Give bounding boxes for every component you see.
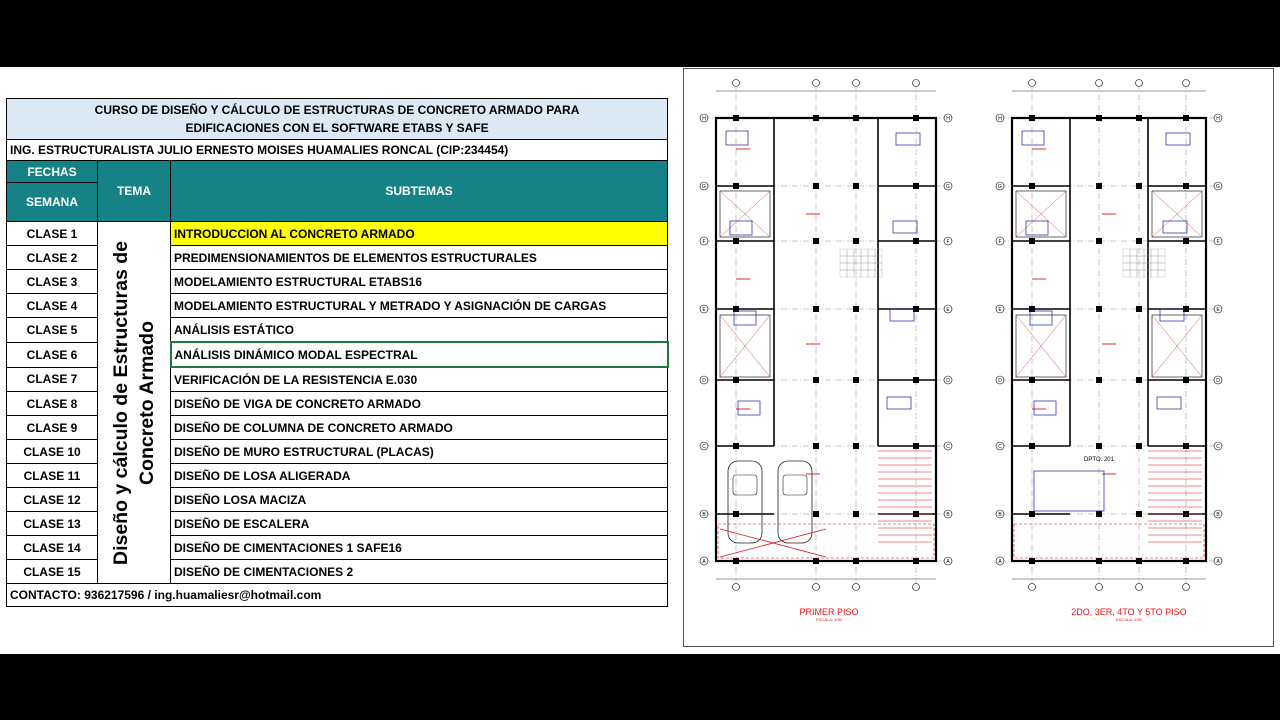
upper-floor-furniture <box>1030 311 1052 325</box>
upper-floor-grid-bubble <box>1029 80 1036 87</box>
tema-text: Diseño y cálculo de Estructuras de Concreto Armado <box>109 240 158 565</box>
class-label: CLASE 6 <box>7 342 98 367</box>
floor-plans-panel <box>683 68 1274 647</box>
upper-floor-grid-bubble <box>1029 584 1036 591</box>
upper-floor-column <box>1136 558 1142 564</box>
upper-floor-grid-letter: H <box>998 116 1002 122</box>
first-floor-column <box>913 115 919 121</box>
first-floor-furniture <box>896 133 920 145</box>
first-floor-column <box>913 443 919 449</box>
upper-floor-furniture <box>1022 131 1044 145</box>
course-title-line1: CURSO DE DISEÑO Y CÁLCULO DE ESTRUCTURAS DE CONCRETO ARMADO PARA <box>94 103 580 117</box>
upper-floor-grid-letter: C <box>1216 444 1220 450</box>
first-floor-column <box>853 183 859 189</box>
first-floor-grid-letter: F <box>702 239 706 245</box>
upper-floor-furniture <box>1166 133 1190 145</box>
upper-floor-grid-letter: D <box>998 378 1002 384</box>
upper-floor-grid-bubble <box>1136 80 1143 87</box>
first-floor-column <box>853 511 859 517</box>
upper-floor-floor-tile <box>1137 249 1144 256</box>
contact-info: CONTACTO: 936217596 / ing.huamaliesr@hotmail.com <box>7 584 668 607</box>
upper-floors-caption: 2DO, 3ER, 4TO Y 5TO PISO <box>1071 607 1187 617</box>
upper-floor-grid-letter: C <box>998 444 1002 450</box>
first-floor-floor-tile <box>868 263 875 270</box>
first-floor-floor-tile <box>854 249 861 256</box>
upper-floor-column <box>1183 183 1189 189</box>
upper-floor-furniture <box>1163 221 1187 233</box>
first-floor-column <box>813 377 819 383</box>
upper-floor-floor-tile <box>1137 263 1144 270</box>
first-floor-column <box>813 558 819 564</box>
upper-floor-column <box>1136 183 1142 189</box>
first-floor-column <box>733 443 739 449</box>
first-floor-floor-tile <box>868 270 875 277</box>
first-floor-column <box>733 558 739 564</box>
upper-floor-column <box>1183 238 1189 244</box>
upper-floor-column <box>1183 115 1189 121</box>
course-title <box>7 99 668 140</box>
subtopic-cell[interactable]: PREDIMENSIONAMIENTOS DE ELEMENTOS ESTRUCTURALES <box>171 246 668 270</box>
upper-floor-column <box>1136 377 1142 383</box>
upper-floor-column <box>1096 238 1102 244</box>
first-floor-grid-letter: C <box>946 444 950 450</box>
car-outline <box>778 461 812 543</box>
upper-floor-grid-letter: B <box>1216 512 1220 518</box>
upper-floor-floor-tile <box>1151 256 1158 263</box>
first-floor-column <box>853 238 859 244</box>
subtopic-cell[interactable]: DISEÑO DE MURO ESTRUCTURAL (PLACAS) <box>171 440 668 464</box>
class-row <box>7 222 668 246</box>
upper-floor-floor-tile <box>1123 256 1130 263</box>
upper-floor-floor-tile <box>1158 256 1165 263</box>
first-floor-floor-tile <box>847 263 854 270</box>
header-tema: TEMA <box>98 161 171 222</box>
first-floor-scale: ESCALA: 1/50 <box>816 617 842 622</box>
subtopic-cell[interactable]: DISEÑO DE CIMENTACIONES 2 <box>171 560 668 584</box>
upper-floor-grid-bubble <box>1096 80 1103 87</box>
upper-floor-column <box>1096 443 1102 449</box>
first-floor-floor-tile <box>861 270 868 277</box>
first-floor-outer-wall <box>716 118 936 561</box>
car-windshield <box>733 475 757 495</box>
first-floor-floor-tile <box>840 270 847 277</box>
first-floor-column <box>853 377 859 383</box>
upper-floor-grid-letter: B <box>998 512 1002 518</box>
first-floor-floor-tile <box>847 249 854 256</box>
upper-floor-grid-letter: H <box>1216 116 1220 122</box>
upper-floor-column <box>1096 377 1102 383</box>
subtopic-cell[interactable]: ANÁLISIS DINÁMICO MODAL ESPECTRAL <box>171 342 668 367</box>
first-floor-column <box>913 558 919 564</box>
first-floor-grid-letter: G <box>946 184 950 190</box>
upper-floor-floor-tile <box>1130 270 1137 277</box>
class-label: CLASE 13 <box>7 512 98 536</box>
first-floor-column <box>853 558 859 564</box>
subtopic-cell[interactable]: DISEÑO DE ESCALERA <box>171 512 668 536</box>
upper-floor-column <box>1136 238 1142 244</box>
first-floor-grid-letter: A <box>946 559 950 565</box>
upper-floor-column <box>1029 238 1035 244</box>
first-floor-column <box>853 443 859 449</box>
class-label: CLASE 1 <box>7 222 98 246</box>
first-floor-grid-letter: E <box>946 307 950 313</box>
upper-floor-column <box>1096 511 1102 517</box>
upper-floor-floor-tile <box>1151 249 1158 256</box>
first-floor-grid-bubble <box>733 80 740 87</box>
upper-floor-column <box>1136 443 1142 449</box>
upper-floor-grid-letter: D <box>1216 378 1220 384</box>
header-fechas: FECHAS <box>7 161 98 183</box>
subtopic-cell[interactable]: ANÁLISIS ESTÁTICO <box>171 318 668 343</box>
first-floor-column <box>813 306 819 312</box>
class-label: CLASE 9 <box>7 416 98 440</box>
upper-floor-grid-bubble <box>1136 584 1143 591</box>
first-floor-floor-tile <box>840 263 847 270</box>
first-floor-grid-letter: B <box>702 512 706 518</box>
upper-floor-column <box>1096 183 1102 189</box>
upper-floor-grid-bubble <box>1183 584 1190 591</box>
class-label: CLASE 5 <box>7 318 98 343</box>
first-floor-floor-tile <box>861 256 868 263</box>
first-floor-column <box>813 443 819 449</box>
upper-floor-floor-tile <box>1123 249 1130 256</box>
first-floor-grid-letter: H <box>702 116 706 122</box>
first-floor-column <box>733 377 739 383</box>
first-floor-column <box>913 377 919 383</box>
class-label: CLASE 15 <box>7 560 98 584</box>
upper-floor-floor-tile <box>1130 263 1137 270</box>
car-windshield <box>783 475 807 495</box>
slide <box>0 67 1280 654</box>
upper-floor-floor-tile <box>1137 270 1144 277</box>
first-floor-column <box>813 238 819 244</box>
first-floor-column <box>733 115 739 121</box>
subtopic-cell[interactable]: DISEÑO DE COLUMNA DE CONCRETO ARMADO <box>171 416 668 440</box>
upper-floor-outer-wall <box>1012 118 1206 561</box>
first-floor-furniture <box>887 397 911 409</box>
upper-floor-column <box>1136 115 1142 121</box>
upper-floor-floor-tile <box>1151 270 1158 277</box>
first-floor-grid-bubble <box>733 584 740 591</box>
upper-floor-column <box>1029 115 1035 121</box>
upper-floor-column <box>1029 558 1035 564</box>
header-semana: SEMANA <box>7 183 98 222</box>
upper-floor-grid-letter: A <box>998 559 1002 565</box>
class-label: CLASE 8 <box>7 392 98 416</box>
first-floor-floor-tile <box>854 270 861 277</box>
first-floor-column <box>853 115 859 121</box>
upper-floor-column <box>1096 306 1102 312</box>
upper-floors-scale: ESCALA: 1/50 <box>1116 617 1142 622</box>
first-floor-floor-tile <box>854 256 861 263</box>
subtopic-cell[interactable]: MODELAMIENTO ESTRUCTURAL Y METRADO Y ASIGNACIÓN DE CARGAS <box>171 294 668 318</box>
sofa-set <box>1034 471 1104 511</box>
upper-floor-grid-letter: F <box>998 239 1002 245</box>
first-floor-grid-letter: H <box>946 116 950 122</box>
first-floor-caption: PRIMER PISO <box>799 607 859 617</box>
class-label: CLASE 3 <box>7 270 98 294</box>
tema-cell <box>98 222 171 584</box>
upper-floor-floor-tile <box>1130 249 1137 256</box>
upper-floor-column <box>1029 443 1035 449</box>
instructor-name: ING. ESTRUCTURALISTA JULIO ERNESTO MOISES HUAMALIES RONCAL (CIP:234454) <box>7 140 668 161</box>
upper-floor-column <box>1029 377 1035 383</box>
first-floor-column <box>733 238 739 244</box>
first-floor-grid-letter: C <box>702 444 706 450</box>
first-floor-grid-bubble <box>813 80 820 87</box>
first-floor-furniture <box>730 221 752 235</box>
first-floor-floor-tile <box>868 256 875 263</box>
upper-floor-column <box>1183 377 1189 383</box>
upper-floor-floor-tile <box>1151 263 1158 270</box>
upper-floor-column <box>1029 511 1035 517</box>
upper-floor-grid-letter: G <box>1216 184 1220 190</box>
class-label: CLASE 7 <box>7 367 98 392</box>
first-floor-grid-bubble <box>813 584 820 591</box>
car-outline <box>728 461 762 543</box>
first-floor-floor-tile <box>847 256 854 263</box>
upper-floor-floor-tile <box>1137 256 1144 263</box>
upper-floor-furniture <box>1034 401 1056 415</box>
first-floor-grid-bubble <box>853 80 860 87</box>
upper-floor-column <box>1096 115 1102 121</box>
upper-floor-grid-bubble <box>1183 80 1190 87</box>
upper-floor-grid-letter: F <box>1216 239 1220 245</box>
first-floor-column <box>733 511 739 517</box>
upper-floor-floor-tile <box>1123 263 1130 270</box>
upper-floor-column <box>1096 558 1102 564</box>
class-label: CLASE 12 <box>7 488 98 512</box>
class-label: CLASE 11 <box>7 464 98 488</box>
first-floor-floor-tile <box>861 263 868 270</box>
subtopic-cell[interactable]: VERIFICACIÓN DE LA RESISTENCIA E.030 <box>171 367 668 392</box>
upper-floor-floor-tile <box>1158 249 1165 256</box>
upper-floor-furniture <box>1026 221 1048 235</box>
first-floor-column <box>853 306 859 312</box>
upper-floor-column <box>1183 443 1189 449</box>
first-floor-furniture <box>893 221 917 233</box>
upper-floor-grid-letter: E <box>1216 307 1220 313</box>
upper-floor-dashed-zone <box>1014 524 1204 558</box>
first-floor-furniture <box>734 311 756 325</box>
architectural-floor-plans <box>684 69 1273 646</box>
first-floor-floor-tile <box>854 263 861 270</box>
first-floor-floor-tile <box>861 249 868 256</box>
subtopic-cell[interactable]: DISEÑO LOSA MACIZA <box>171 488 668 512</box>
unit-label: DPTO. 201 <box>1084 457 1114 463</box>
first-floor-grid-bubble <box>853 584 860 591</box>
first-floor-column <box>733 183 739 189</box>
first-floor-column <box>813 511 819 517</box>
first-floor-furniture <box>726 131 748 145</box>
first-floor-grid-bubble <box>913 584 920 591</box>
first-floor-grid-letter: F <box>946 239 950 245</box>
first-floor-floor-tile <box>868 249 875 256</box>
upper-floor-floor-tile <box>1158 263 1165 270</box>
first-floor-column <box>913 238 919 244</box>
first-floor-grid-letter: E <box>702 307 706 313</box>
first-floor-grid-bubble <box>913 80 920 87</box>
upper-floor-grid-letter: G <box>998 184 1002 190</box>
class-label: CLASE 14 <box>7 536 98 560</box>
first-floor-grid-letter: G <box>702 184 706 190</box>
subtopic-cell[interactable]: INTRODUCCION AL CONCRETO ARMADO <box>171 222 668 246</box>
first-floor-grid-letter: D <box>702 378 706 384</box>
first-floor-grid-letter: A <box>702 559 706 565</box>
subtopic-cell[interactable]: MODELAMIENTO ESTRUCTURAL ETABS16 <box>171 270 668 294</box>
first-floor-furniture <box>738 401 760 415</box>
first-floor-floor-tile <box>840 256 847 263</box>
upper-floor-column <box>1136 511 1142 517</box>
upper-floor-grid-bubble <box>1096 584 1103 591</box>
upper-floor-column <box>1183 558 1189 564</box>
upper-floor-column <box>1136 306 1142 312</box>
upper-floor-furniture <box>1157 397 1181 409</box>
subtopic-cell[interactable]: DISEÑO DE CIMENTACIONES 1 SAFE16 <box>171 536 668 560</box>
header-subtemas: SUBTEMAS <box>171 161 668 222</box>
first-floor-grid-letter: B <box>946 512 950 518</box>
course-title-line2: EDIFICACIONES CON EL SOFTWARE ETABS Y SAFE <box>185 121 489 135</box>
subtopic-cell[interactable]: DISEÑO DE LOSA ALIGERADA <box>171 464 668 488</box>
upper-floor-column <box>1029 183 1035 189</box>
upper-floor-floor-tile <box>1123 270 1130 277</box>
course-schedule-table <box>6 98 669 607</box>
first-floor-grid-letter: D <box>946 378 950 384</box>
first-floor-furniture <box>890 309 914 321</box>
upper-floor-grid-letter: E <box>998 307 1002 313</box>
first-floor-floor-tile <box>847 270 854 277</box>
first-floor-column <box>813 183 819 189</box>
upper-floor-floor-tile <box>1130 256 1137 263</box>
upper-floor-floor-tile <box>1158 270 1165 277</box>
first-floor-column <box>813 115 819 121</box>
subtopic-cell[interactable]: DISEÑO DE VIGA DE CONCRETO ARMADO <box>171 392 668 416</box>
first-floor-column <box>913 183 919 189</box>
class-label: CLASE 2 <box>7 246 98 270</box>
class-label: CLASE 10 <box>7 440 98 464</box>
first-floor-floor-tile <box>840 249 847 256</box>
upper-floor-grid-letter: A <box>1216 559 1220 565</box>
class-label: CLASE 4 <box>7 294 98 318</box>
